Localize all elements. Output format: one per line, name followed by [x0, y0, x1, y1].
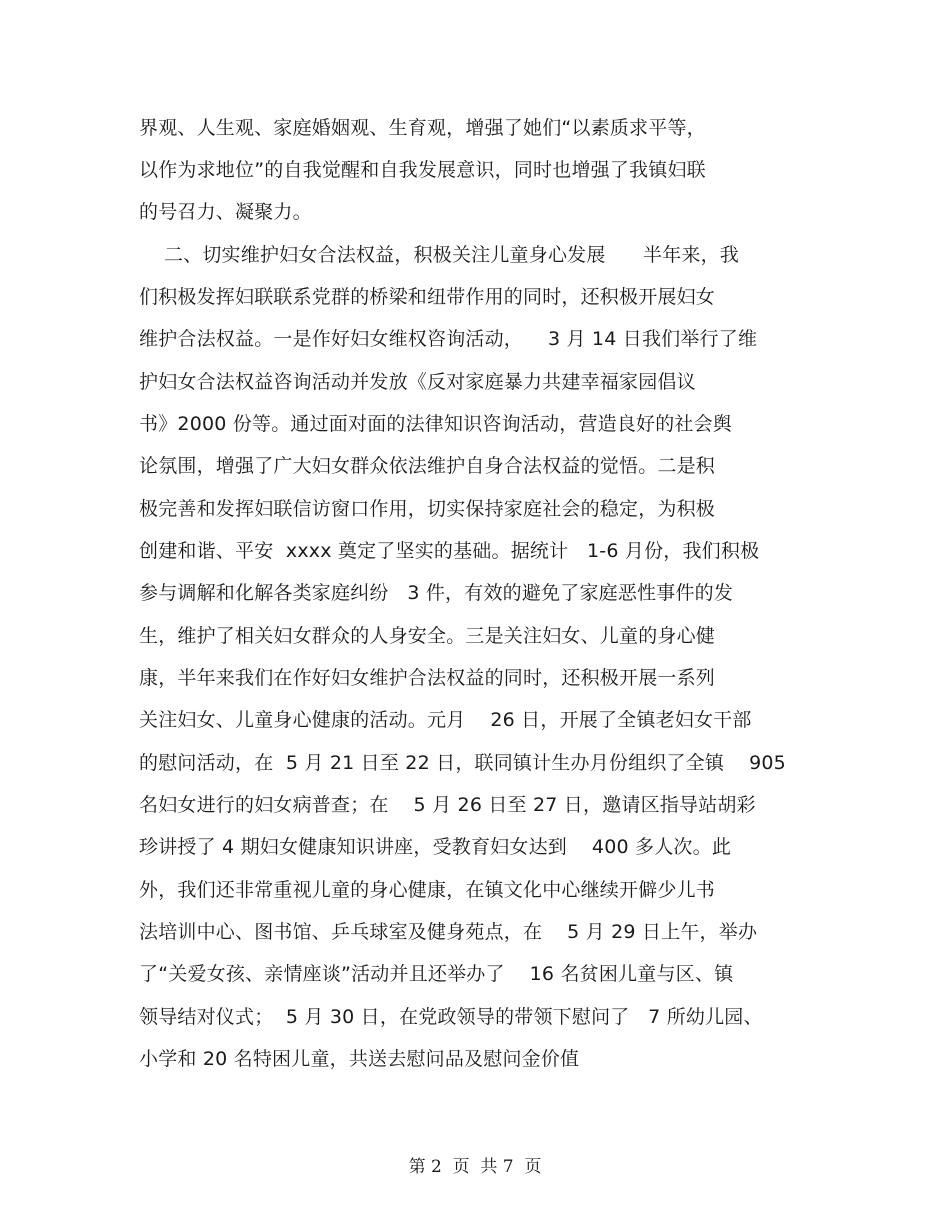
- body-line: 生，维护了相关妇女群众的人身安全。三是关注妇女、儿童的身心健: [139, 625, 716, 647]
- body-line: 领导结对仪式； 5 月 30 日，在党政领导的带领下慰问了 7 所幼儿园、: [139, 1006, 763, 1028]
- body-line: 的号召力、凝聚力。: [139, 201, 312, 223]
- body-line: 参与调解和化解各类家庭纠纷 3 件，有效的避免了家庭恶性事件的发: [139, 582, 734, 604]
- body-line: 维护合法权益。一是作好妇女维权咨询活动， 3 月 14 日我们举行了维: [139, 328, 758, 350]
- body-line: 外，我们还非常重视儿童的身心健康，在镇文化中心继续开僻少儿书: [139, 879, 716, 901]
- body-line: 论氛围，增强了广大妇女群众依法维护自身合法权益的觉悟。二是积: [139, 455, 716, 477]
- body-line: 了“关爱女孩、亲情座谈”活动并且还举办了 16 名贫困儿童与区、镇: [139, 963, 734, 985]
- body-line: 关注妇女、儿童身心健康的活动。元月 26 日，开展了全镇老妇女干部: [139, 709, 752, 731]
- page-footer: 第 2 页 共 7 页: [408, 1157, 542, 1177]
- body-line: 小学和 20 名特困儿童，共送去慰问品及慰问金价值: [139, 1048, 580, 1070]
- body-line: 极完善和发挥妇联信访窗口作用，切实保持家庭社会的稳定，为积极: [139, 498, 716, 520]
- body-line: 珍讲授了 4 期妇女健康知识讲座，受教育妇女达到 400 多人次。此: [139, 836, 732, 858]
- body-line: 创建和谐、平安 xxxx 奠定了坚实的基础。据统计 1-6 月份，我们积极: [139, 540, 760, 562]
- body-line: 名妇女进行的妇女病普查；在 5 月 26 日至 27 日，邀请区指导站胡彩: [139, 794, 756, 816]
- body-line: 的慰问活动，在 5 月 21 日至 22 日，联同镇计生办月份组织了全镇 905: [139, 752, 786, 774]
- section-heading-line: 二、切实维护妇女合法权益，积极关注儿童身心发展 半年来，我: [139, 244, 739, 266]
- body-line: 们积极发挥妇联联系党群的桥梁和纽带作用的同时，还积极开展妇女: [139, 286, 716, 308]
- body-line: 界观、人生观、家庭婚姻观、生育观，增强了她们“以素质求平等，: [139, 117, 706, 139]
- body-line: 护妇女合法权益咨询活动并发放《反对家庭暴力共建幸福家园倡议: [139, 371, 696, 393]
- body-line: 法培训中心、图书馆、乒乓球室及健身苑点，在 5 月 29 日上午，举办: [139, 921, 758, 943]
- body-line: 书》2000 份等。通过面对面的法律知识咨询活动，营造良好的社会舆: [139, 413, 732, 435]
- body-line: 以作为求地位”的自我觉醒和自我发展意识，同时也增强了我镇妇联: [139, 159, 706, 181]
- body-line: 康，半年来我们在作好妇女维护合法权益的同时，还积极开展一系列: [139, 667, 716, 689]
